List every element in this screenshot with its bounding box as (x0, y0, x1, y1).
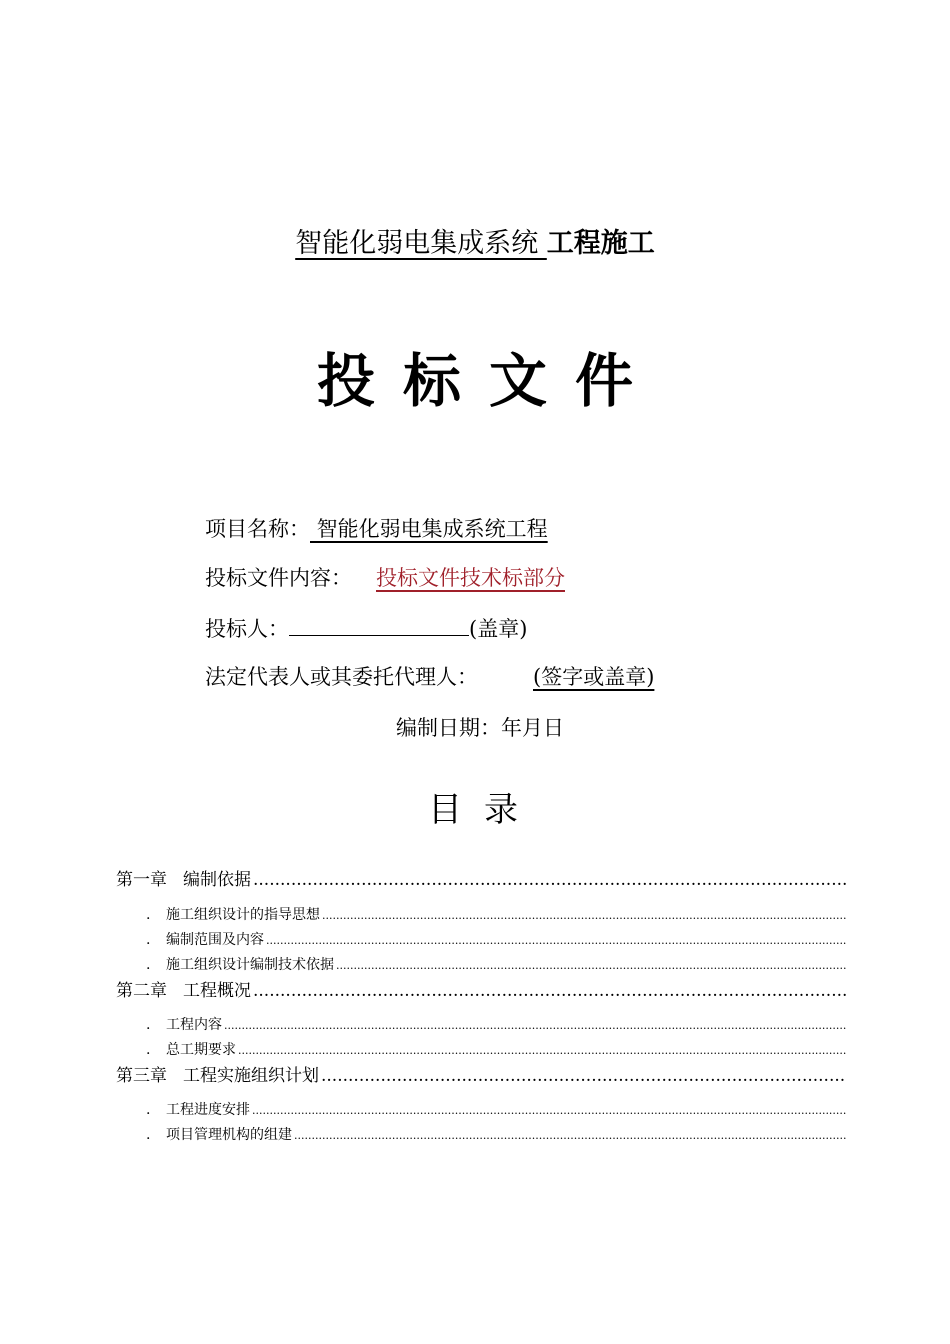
toc-section[interactable] (146, 1041, 846, 1060)
toc-leader (253, 869, 846, 891)
toc-chapter[interactable] (116, 980, 846, 1002)
section-title: 总工期要求 (166, 1042, 236, 1058)
bidder-suffix: (盖章) (469, 617, 528, 641)
section-bullet: . (146, 1017, 151, 1033)
representative-field (205, 662, 654, 692)
toc-section[interactable] (146, 1126, 846, 1145)
section-bullet: . (146, 1102, 151, 1118)
toc-leader (253, 980, 846, 1002)
subtitle-project-name: 智能化弱电集成系统 (295, 228, 547, 259)
section-title: 工程进度安排 (166, 1102, 250, 1118)
bidder-label: 投标人： (205, 617, 289, 641)
chapter-title: 编制依据 (183, 870, 251, 890)
section-title: 施工组织设计编制技术依据 (166, 957, 334, 973)
toc-leader (266, 932, 846, 950)
content-field (205, 563, 605, 593)
representative-signature[interactable] (478, 665, 654, 689)
project-name-value: 智能化弱电集成系统工程 (310, 517, 548, 541)
content-value (352, 566, 605, 590)
toc-leader (336, 957, 846, 975)
bidder-blank-line[interactable] (289, 613, 469, 636)
toc-chapter[interactable] (116, 1065, 846, 1087)
subtitle-suffix: 工程施工 (546, 228, 655, 259)
section-title: 工程内容 (166, 1017, 222, 1033)
toc-leader (322, 907, 846, 925)
toc-leader (252, 1102, 846, 1120)
section-title: 项目管理机构的组建 (166, 1127, 292, 1143)
chapter-number: 第一章 (116, 870, 167, 890)
project-name-label: 项目名称： (205, 517, 310, 541)
representative-suffix: (签字或盖章) (533, 665, 655, 689)
toc-leader (238, 1042, 846, 1060)
section-bullet: . (146, 932, 151, 948)
content-value-text: 投标文件技术标部分 (376, 566, 565, 590)
chapter-number: 第三章 (116, 1066, 167, 1086)
toc-section[interactable] (146, 1016, 846, 1035)
section-title: 编制范围及内容 (166, 932, 264, 948)
representative-label: 法定代表人或其委托代理人： (205, 665, 478, 689)
toc-leader (224, 1017, 846, 1035)
chapter-title: 工程实施组织计划 (183, 1066, 319, 1086)
chapter-title: 工程概况 (183, 981, 251, 1001)
toc-leader (321, 1065, 846, 1087)
section-bullet: . (146, 1127, 151, 1143)
project-name-field (205, 514, 548, 544)
toc-title: 目录 (428, 790, 540, 830)
toc-section[interactable] (146, 956, 846, 975)
chapter-number: 第二章 (116, 981, 167, 1001)
toc-leader (294, 1127, 846, 1145)
section-bullet: . (146, 1042, 151, 1058)
content-label: 投标文件内容： (205, 566, 352, 590)
cover-subtitle (0, 226, 950, 262)
toc-section[interactable] (146, 1101, 846, 1120)
toc-chapter[interactable] (116, 869, 846, 891)
toc-section[interactable] (146, 906, 846, 925)
bidder-field (205, 613, 527, 644)
section-title: 施工组织设计的指导思想 (166, 907, 320, 923)
section-bullet: . (146, 907, 151, 923)
section-bullet: . (146, 957, 151, 973)
compile-date: 编制日期：年月日 (396, 716, 564, 740)
main-title: 投标文件 (316, 347, 661, 415)
toc-section[interactable] (146, 931, 846, 950)
